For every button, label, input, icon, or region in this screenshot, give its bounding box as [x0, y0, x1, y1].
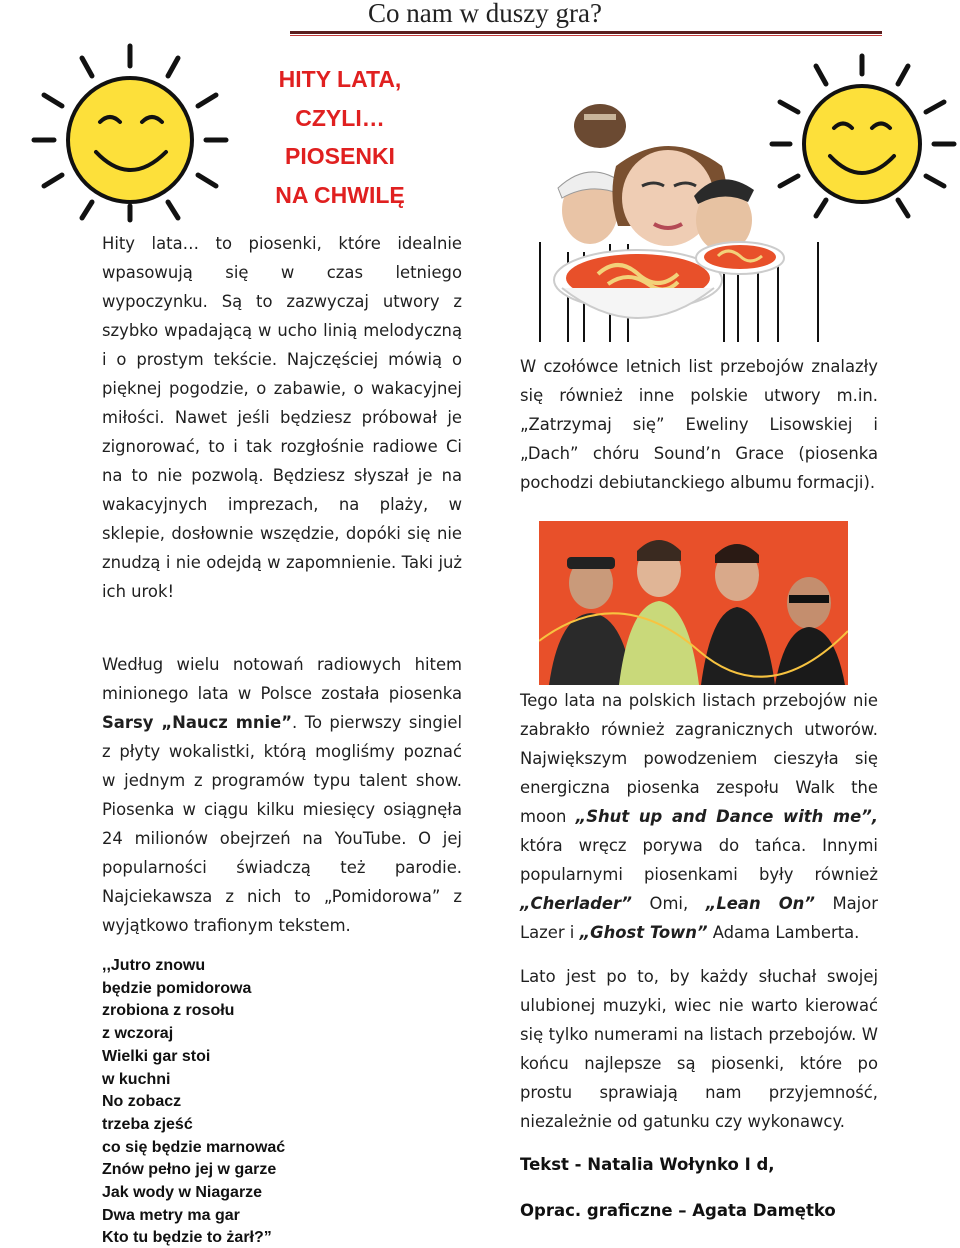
header-rule — [290, 31, 882, 34]
headline-line: PIOSENKI — [285, 143, 395, 169]
hair-bun-shape — [574, 104, 626, 148]
lyric-line: Wielki gar stoi — [102, 1047, 211, 1065]
song-title-shut-up: „Shut up and Dance with me”, — [575, 807, 879, 826]
headline-line: NA CHWILĘ — [275, 181, 405, 208]
band-photo — [539, 521, 848, 685]
foreign-text: Omi, — [631, 894, 706, 913]
headline-line: HITY LATA, — [278, 66, 402, 92]
other-polish-songs-paragraph: W czołówce letnich list przebojów znalazły się również inne polskie utwory m.in. „Zatrzymaj się” Eweliny Lisowskiej i „Dach” chóru Sound’n Grace (piosenka pochodzi debiutanckiego albumu formacji). — [520, 357, 878, 492]
song-title-cheerleader: „Cherlader” — [520, 894, 632, 913]
header-rule-accent — [290, 35, 882, 36]
foreign-text: Major Lazer i — [520, 894, 878, 942]
lyric-line: co się będzie marnować — [102, 1138, 286, 1156]
lyric-line: Jak wody w Niagarze — [102, 1184, 263, 1202]
author-credit: Tekst - Natalia Wołynko I d, — [520, 1155, 775, 1174]
foreign-text: Adama Lamberta. — [707, 923, 860, 942]
pomidorowa-lyrics — [102, 955, 402, 1248]
lyric-line: z wczoraj — [102, 1025, 174, 1043]
lyric-line: Znów pełno jej w garze — [102, 1161, 277, 1179]
hit-text-post: . To pierwszy singiel z płyty wokalistki, którą mogliśmy poznać w jednym z programów typu talent show. Piosenka w ciągu kilku miesięcy osiągnęła 24 milionów obejrzeń na YouTube. O jej popularności świadczą też parodie. Najciekawsza z nich to „Pomidorowa” z wyjątkowo trafionym tekstem. — [102, 713, 463, 935]
closing-paragraph: Lato jest po to, by każdy słuchał swojej ulubionej muzyki, wiec nie warto kierować się tylko numerami na listach przebojów. W końcu najlepsze są piosenki, które po prostu sprawiają nam przyjemność, niezależnie od gatunku czy wykonawcy. — [520, 967, 878, 1131]
soup-collage-illustration — [528, 92, 858, 342]
article-headline — [240, 60, 440, 214]
hair-band-shape — [584, 114, 616, 120]
lyric-line: w kuchni — [102, 1070, 171, 1088]
song-title-lean-on: „Lean On” — [705, 894, 815, 913]
lyric-line: No zobacz — [102, 1093, 182, 1111]
foreign-text: Tego lata na polskich listach przebojów nie zabrakło również zagranicznych utworów. Największym powodzeniem cieszyła się energiczna piosenka zespołu Walk the moon — [520, 691, 878, 826]
song-title-ghost-town: „Ghost Town” — [579, 923, 708, 942]
lyric-line: Dwa metry ma gar — [102, 1206, 240, 1224]
hit-song-title: Sarsy „Naucz mnie” — [102, 713, 293, 732]
lyric-line: Kto tu będzie to żarł?” — [102, 1229, 272, 1247]
sun-left-icon — [30, 40, 230, 225]
lyric-line: trzeba zjeść — [102, 1115, 193, 1133]
intro-paragraph: Hity lata… to piosenki, które idealnie wpasowują się w czas letniego wypoczynku. Są to zazwyczaj utwory z szybko wpadającą w ucho linią melodyczną i o prostym tekście. Najczęściej mówią o pięknej pogodzie, o zabawie, o wakacyjnej miłości. Nawet jeśli będziesz próbował je zignorować, to i tak rozgłośnie radiowe Ci na to nie pozwolą. Będziesz słyszał je na wakacyjnych imprezach, na plaży, w sklepie, dosłownie wszędzie, dopóki się nie znudzą i nie odejdą w zapomnienie. Taki już ich urok! — [102, 234, 462, 601]
lyric-line: zrobiona z rosołu — [102, 1002, 235, 1020]
foreign-text: która wręcz porywa do tańca. Innymi popularnymi piosenkami były również — [520, 836, 878, 884]
hit-paragraph — [102, 650, 462, 940]
headline-line: CZYLI… — [295, 104, 385, 131]
lyric-line: będzie pomidorowa — [102, 979, 252, 997]
graphics-credit: Oprac. graficzne – Agata Damętko — [520, 1201, 836, 1220]
page-header-title: Co nam w duszy gra? — [368, 0, 602, 28]
foreign-songs-paragraph — [520, 686, 878, 947]
lyric-line: ,,Jutro znowu — [102, 957, 206, 974]
hit-text-pre: Według wielu notowań radiowych hitem minionego lata w Polsce została piosenka — [102, 655, 462, 703]
